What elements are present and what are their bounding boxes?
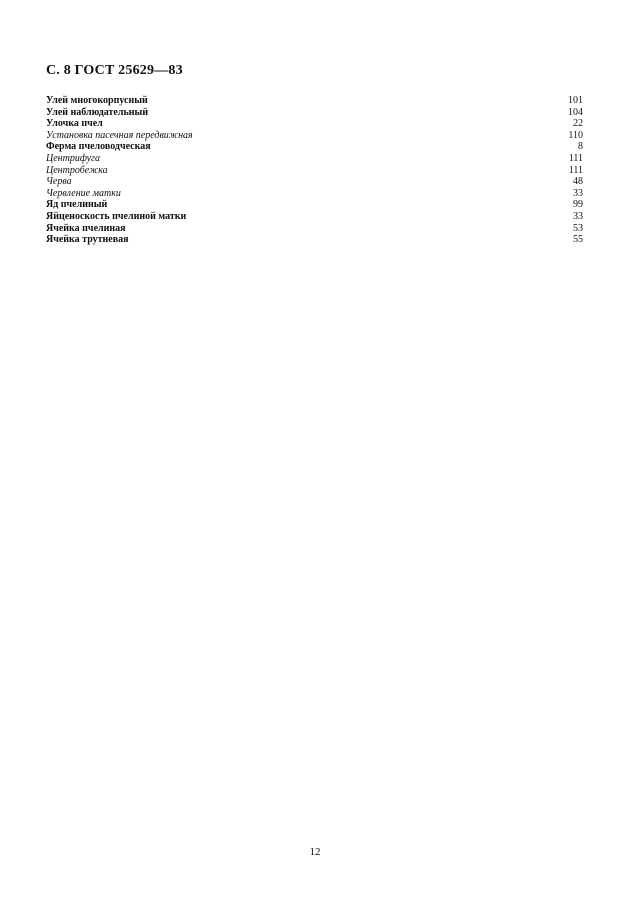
index-term: Улей наблюдательный (46, 106, 149, 118)
index-term: Червление матки (46, 187, 121, 199)
index-entry (46, 141, 583, 153)
alphabetical-index (46, 95, 583, 246)
index-entry (46, 234, 583, 246)
index-term: Улочка пчел (46, 118, 103, 130)
index-entry (46, 223, 583, 235)
index-page-ref: 111 (568, 164, 583, 176)
index-term: Ячейка пчелиная (46, 222, 126, 234)
page-number: 12 (309, 846, 321, 858)
index-page-ref: 8 (578, 141, 583, 153)
index-term: Центрифуга (46, 152, 100, 164)
index-term: Ферма пчеловодческая (46, 141, 151, 153)
index-entry (46, 176, 583, 188)
index-entry (46, 211, 583, 223)
index-page-ref: 55 (573, 234, 583, 246)
index-term: Улей многокорпусный (46, 95, 148, 106)
index-page-ref: 104 (568, 106, 583, 118)
index-entry (46, 153, 583, 165)
index-page-ref: 53 (573, 222, 583, 234)
index-term: Черва (46, 176, 72, 188)
index-entry (46, 95, 583, 107)
index-page-ref: 110 (568, 129, 583, 141)
index-entry (46, 165, 583, 177)
index-entry (46, 118, 583, 130)
index-page-ref: 48 (573, 176, 583, 188)
index-entry (46, 188, 583, 200)
index-page-ref: 111 (568, 152, 583, 164)
index-entry (46, 107, 583, 119)
index-page-ref: 33 (573, 187, 583, 199)
index-entry (46, 130, 583, 142)
page-header: С. 8 ГОСТ 25629—83 (46, 63, 183, 78)
index-term: Центробежка (46, 164, 108, 176)
index-term: Установка пасечная передвижная (46, 129, 193, 141)
index-term: Ячейка трутневая (46, 234, 129, 246)
index-entry (46, 199, 583, 211)
index-page-ref: 33 (573, 210, 583, 222)
index-page-ref: 22 (573, 118, 583, 130)
index-term: Яйценоскость пчелиной матки (46, 210, 187, 222)
index-page-ref: 99 (573, 199, 583, 211)
index-page-ref: 101 (568, 95, 583, 106)
index-term: Яд пчелиный (46, 199, 108, 211)
